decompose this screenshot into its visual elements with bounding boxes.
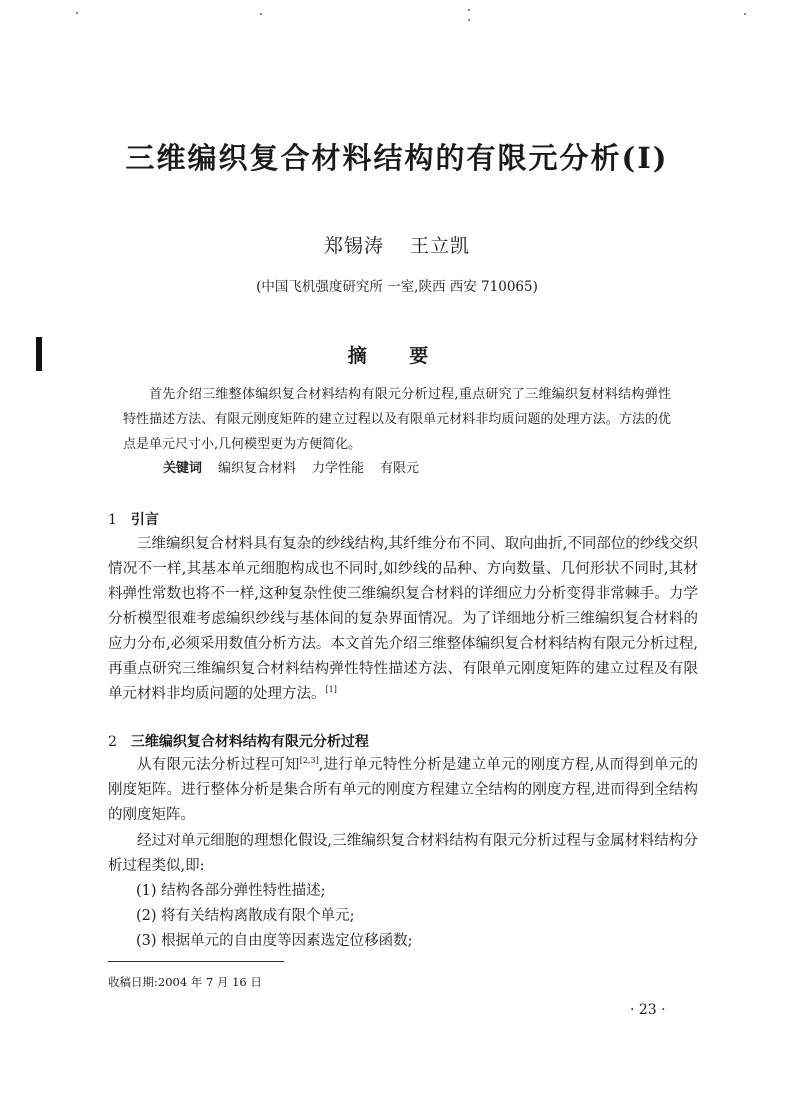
paragraph-text: 从有限元法分析过程可知 — [137, 757, 300, 773]
body-paragraph: 经过对单元细胞的理想化假设,三维编织复合材料结构有限元分析过程与金属材料结构分析过程类似,即: — [108, 833, 698, 874]
list-item: (3) 根据单元的自由度等因素选定位移函数; — [136, 933, 413, 949]
section-number: 2 — [108, 734, 117, 750]
author-name: 王立凯 — [410, 235, 471, 257]
keyword: 力学性能 — [312, 461, 365, 476]
scan-speck — [744, 13, 746, 15]
section-title: 引言 — [130, 512, 159, 528]
body-paragraph — [108, 532, 698, 707]
affiliation: (中国飞机强度研究所 一室,陕西 西安 710065) — [256, 279, 538, 295]
keyword: 编织复合材料 — [218, 461, 297, 476]
scan-speck — [468, 19, 470, 21]
section-heading — [108, 509, 159, 529]
scan-speck — [76, 12, 78, 14]
received-date-footnote: 收稿日期:2004 年 7 月 16 日 — [108, 975, 262, 989]
scan-speck — [260, 13, 262, 15]
keywords-label: 关键词 — [163, 461, 203, 476]
paper-title: 三维编织复合材料结构的有限元分析(I) — [125, 141, 669, 175]
keyword: 有限元 — [380, 461, 420, 476]
paragraph-text: ,进行单元特性分析是建立单元的刚度方程,从而得到单元的刚度矩阵。进行整体分析是集合所有单元的刚度方程建立全结构的刚度方程,进而得到全结构的刚度矩阵。 — [108, 757, 699, 823]
paragraph-text: 三维编织复合材料具有复杂的纱线结构,其纤维分布不同、取向曲折,不同部位的纱线交织情况不一样,其基本单元细胞构成也不同时,如纱线的品种、方向数量、几何形状不同时,其材料弹性常数也将不一样,这种复杂性使三维编织复合材料的详细应力分析变得非常棘手。力学分析模型很难考虑编织纱线与基体间的复杂界面情况。为了详细地分析三维编织复合材料的应力分布,必须采用数值分析方法。本文首先介绍三维整体编织复合材料结构有限元分析过程,再重点研究三维编织复合材料结构弹性特性描述方法、有限单元刚度矩阵的建立过程及有限单元材料非均质问题的处理方法。 — [108, 536, 698, 702]
citation-ref: [1] — [325, 685, 337, 695]
section-heading — [108, 731, 369, 751]
list-item: (1) 结构各部分弹性特性描述; — [136, 883, 326, 899]
footnote-rule — [108, 961, 284, 962]
section-number: 1 — [108, 512, 117, 528]
author-name: 郑锡涛 — [323, 235, 384, 257]
abstract-text: 首先介绍三维整体编织复合材料结构有限元分析过程,重点研究了三维编织复材料结构弹性特性描述方法、有限元刚度矩阵的建立过程以及有限单元材料非均质问题的处理方法。方法的优点是单元尺寸小,几何模型更为方便简化。 — [123, 387, 671, 452]
list-item: (2) 将有关结构离散成有限个单元; — [136, 908, 355, 924]
citation-ref: [2,3] — [299, 756, 319, 766]
keywords-line — [163, 456, 435, 481]
page-number: · 23 · — [630, 1002, 666, 1018]
scan-speck — [468, 9, 470, 11]
section-title: 三维编织复合材料结构有限元分析过程 — [130, 734, 369, 750]
body-paragraph — [108, 753, 698, 828]
abstract-heading: 摘 要 — [347, 345, 447, 367]
author-line — [0, 231, 794, 258]
